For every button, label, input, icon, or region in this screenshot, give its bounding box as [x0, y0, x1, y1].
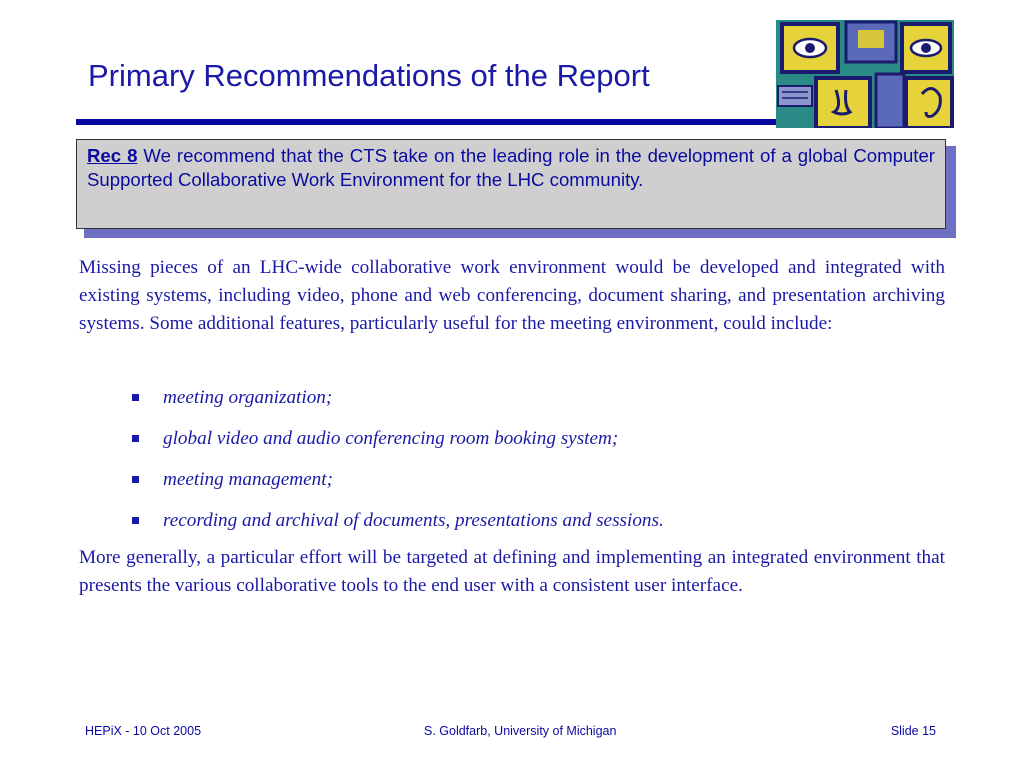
recommendation-box [76, 139, 946, 229]
monitors-with-eye-nose-ear-icon [776, 20, 954, 128]
body-paragraph-1: Missing pieces of an LHC-wide collaborative work environment would be developed and integrated with existing systems, including video, phone and web conferencing, document sharing, and presentation archiving systems. Some additional features, particularly useful for the meeting environment, could include: [79, 257, 945, 334]
footer-slide-number: Slide 15 [890, 724, 936, 738]
list-item [132, 377, 664, 418]
square-bullet-icon [132, 394, 139, 401]
list-item [132, 418, 664, 459]
list-item [132, 459, 664, 500]
body-paragraph-2: More generally, a particular effort will be targeted at defining and implementing an integrated environment that presents the various collaborative tools to the end user with a consistent user interface. [79, 547, 945, 596]
slide-title: Primary Recommendations of the Report [88, 58, 650, 93]
footer-event: HEPiX - 10 Oct 2005 [85, 724, 202, 738]
bullet-text: meeting organization; [163, 386, 333, 408]
recommendation-label: Rec 8 [87, 145, 138, 166]
square-bullet-icon [132, 435, 139, 442]
list-item [132, 500, 664, 541]
bullet-text: recording and archival of documents, presentations and sessions. [163, 509, 664, 531]
footer-author: S. Goldfarb, University of Michigan [424, 724, 617, 738]
recommendation-text-block [87, 144, 935, 192]
bullet-text: global video and audio conferencing room booking system; [163, 427, 619, 449]
recommendation-text: We recommend that the CTS take on the leading role in the development of a global Computer Supported Collaborative Work Environment for the LHC community. [87, 145, 935, 190]
square-bullet-icon [132, 476, 139, 483]
feature-bullet-list [132, 377, 664, 541]
bullet-text: meeting management; [163, 468, 333, 490]
square-bullet-icon [132, 517, 139, 524]
